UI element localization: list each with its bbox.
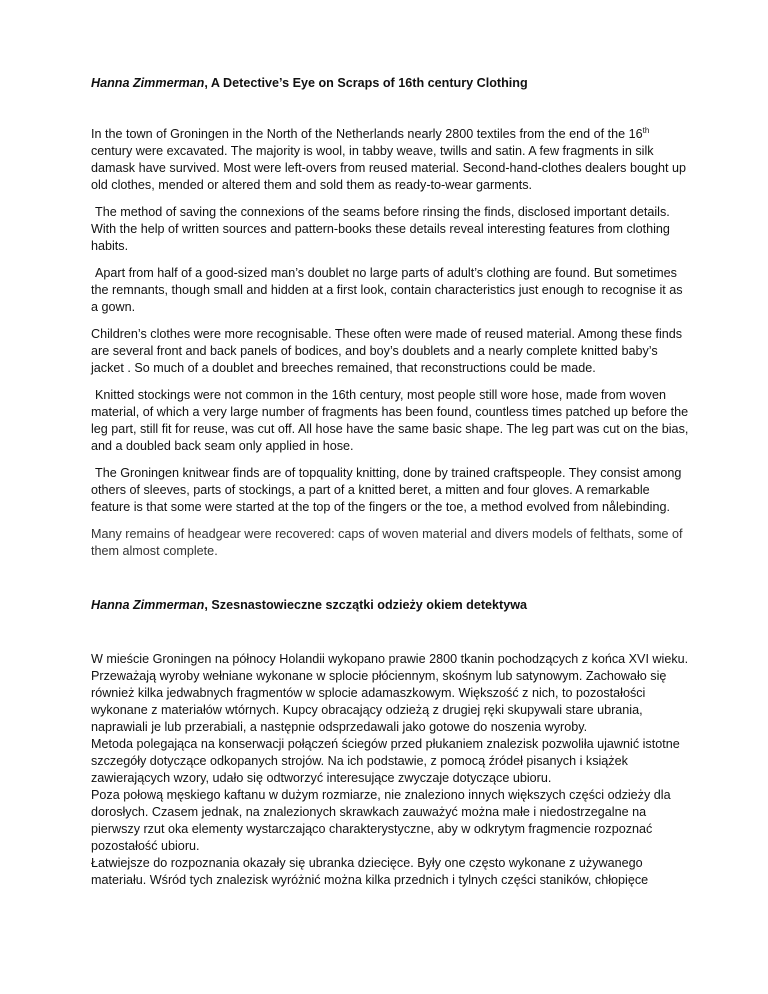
polish-paragraph-4: Łatwiejsze do rozpoznania okazały się ubranka dziecięce. Były one często wykonane z używanego materiału. Wśród tych znalezisk wyróżnić można kilka przednich i tylnych części staników, chłopięce [91,856,649,887]
english-paragraph-1 [91,126,691,194]
english-paragraph-6: The Groningen knitwear finds are of topquality knitting, done by trained craftspeople. They consist among others of sleeves, parts of stockings, a part of a knitted beret, a mitten and four gloves. A remarkable feature is that some were started at the top of the fingers or the toe, a method evolved from nålebinding. [91,466,682,514]
english-paragraph-3: Apart from half of a good-sized man’s doublet no large parts of adult’s clothing are found. But sometimes the remnants, though small and hidden at a first look, contain characteristics just enough to recognise it as a gown. [91,266,683,314]
polish-paragraph-2: Metoda polegająca na konserwacji połączeń ściegów przed płukaniem znalezisk pozwoliła ujawnić istotne szczegóły dotyczące odkopanych strojów. Na ich podstawie, z pomocą źródeł pisanych i książek zawierających wzory, udało się odtworzyć interesujące zwyczaje dotyczące ubioru. [91,737,680,785]
english-paragraph-5: Knitted stockings were not common in the 16th century, most people still wore hose, made from woven material, of which a very large number of fragments has been found, countless times patched up before the leg part, still fit for reuse, was cut off. All hose have the same basic shape. The leg part was cut on the bias, and a doubled back seam only applied in hose. [91,388,689,453]
document-body [91,75,691,889]
ordinal-superscript: th [642,126,650,135]
english-paragraph-7: Many remains of headgear were recovered: caps of woven material and divers models of felthats, some of them almost complete. [91,527,683,558]
english-paragraph-1-part-b: century were excavated. The majority is wool, in tabby weave, twills and satin. A few fragments in silk damask have survived. Most were left-overs from reused material. Second-hand-clothes dealers bought up old clothes, mended or altered them and sold them as ready-to-wear garments. [91,144,686,192]
english-paragraph-2: The method of saving the connexions of the seams before rinsing the finds, disclosed important details. With the help of written sources and pattern-books these details reveal interesting features from clothing habits. [91,205,670,253]
polish-title [91,597,691,614]
polish-paragraph-3: Poza połową męskiego kaftanu w dużym rozmiarze, nie znaleziono innych większych części odzieży dla dorosłych. Czasem jednak, na znalezionych skrawkach zauważyć można małe i niedostrzegalne na pierwszy rzut oka elementy wystarczająco charakterystyczne, aby w odkrytym fragmencie rozpoznać pozostałość ubioru. [91,788,671,853]
english-paragraph-1-part-a: In the town of Groningen in the North of the Netherlands nearly 2800 textiles from the end of the 16 [91,127,643,141]
english-title-text: , A Detective’s Eye on Scraps of 16th century Clothing [204,76,528,90]
english-paragraph-4: Children’s clothes were more recognisable. These often were made of reused material. Among these finds are several front and back panels of bodices, and boy’s doublets and a nearly complete knitted baby’s jacket . So much of a doublet and breeches remained, that reconstructions could be made. [91,327,683,375]
polish-paragraph-1: W mieście Groningen na północy Holandii wykopano prawie 2800 tkanin pochodzących z końca XVI wieku. Przeważają wyroby wełniane wykonane w splocie płóciennym, skośnym lub satynowym. Zachowało się również kilka jedwabnych fragmentów w splocie adamaszkowym. Większość z nich, to pozostałości wykonane z materiałów wtórnych. Kupcy obracający odzieżą z drugiej ręki skupywali stare ubrania, naprawiali je lub przerabiali, a następnie odsprzedawali jako gotowe do noszenia wyroby. [91,652,689,734]
english-title [91,75,691,92]
english-title-author: Hanna Zimmerman [91,76,205,90]
polish-title-text: , Szesnastowieczne szczątki odzieży okiem detektywa [204,598,528,612]
polish-title-author: Hanna Zimmerman [91,598,205,612]
